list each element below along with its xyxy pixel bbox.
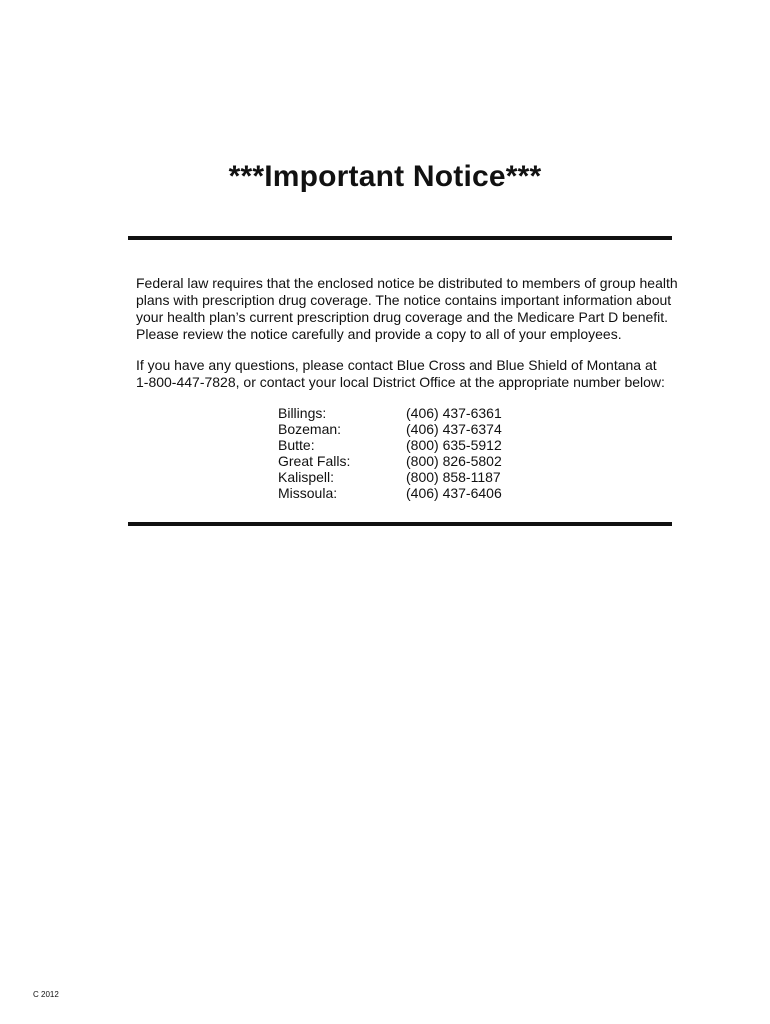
- footer-code: C 2012: [33, 990, 59, 999]
- office-row: [278, 485, 502, 501]
- contact-line: 1-800-447-7828, or contact your local District Office at the appropriate number below:: [136, 374, 665, 390]
- office-phone: (800) 635-5912: [406, 437, 502, 453]
- office-phone: (406) 437-6406: [406, 485, 502, 501]
- page-title: ***Important Notice***: [228, 160, 542, 193]
- contact-line: If you have any questions, please contact Blue Cross and Blue Shield of Montana at: [136, 357, 657, 373]
- intro-line: Federal law requires that the enclosed notice be distributed to members of group health: [136, 275, 678, 291]
- office-phone: (406) 437-6374: [406, 421, 502, 437]
- office-city: Kalispell:: [278, 469, 335, 485]
- office-city: Bozeman:: [278, 421, 342, 437]
- office-phone: (406) 437-6361: [406, 405, 502, 421]
- office-city: Billings:: [278, 405, 327, 421]
- office-city: Great Falls:: [278, 453, 351, 469]
- intro-line: your health plan’s current prescription drug coverage and the Medicare Part D benefit.: [136, 309, 669, 325]
- office-row: [278, 405, 502, 421]
- office-row: [278, 437, 502, 453]
- office-row: [278, 453, 502, 469]
- intro-line: plans with prescription drug coverage. The notice contains important information about: [136, 292, 672, 308]
- top-divider: [128, 236, 672, 240]
- office-phone: (800) 858-1187: [406, 469, 501, 485]
- office-city: Butte:: [278, 437, 315, 453]
- office-row: [278, 469, 502, 485]
- contact-paragraph: [136, 357, 681, 391]
- office-city: Missoula:: [278, 485, 338, 501]
- district-office-list: [278, 405, 502, 501]
- intro-paragraph: [136, 275, 681, 343]
- intro-line: Please review the notice carefully and provide a copy to all of your employees.: [136, 326, 622, 342]
- bottom-divider: [128, 522, 672, 526]
- office-row: [278, 421, 502, 437]
- office-phone: (800) 826-5802: [406, 453, 502, 469]
